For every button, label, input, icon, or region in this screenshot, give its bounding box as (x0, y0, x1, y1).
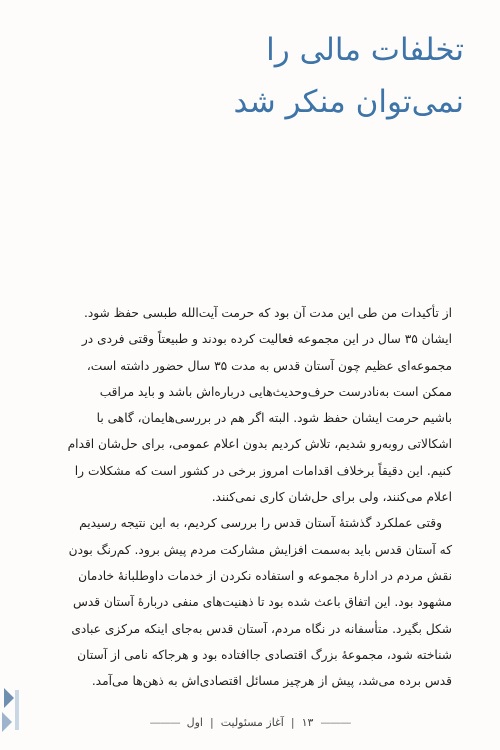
text-line: مشهود بود. این اتفاق باعث شده بود تا ذهنیت‌های منفی دربارهٔ آستان قدس (72, 595, 452, 610)
text-line: ایشان ۳۵ سال در این مجموعه فعالیت کرده بودند و طبیعتاً وقتی فردی در (81, 332, 452, 347)
footer-dash: ——— (320, 715, 351, 729)
chapter-name: آغاز مسئولیت (220, 715, 284, 729)
text-line: که آستان قدس باید به‌سمت افزایش مشارکت مردم پیش برود. کم‌رنگ بودن (68, 542, 452, 557)
publisher-logo-icon (0, 670, 22, 740)
part-name: اول (186, 715, 203, 729)
text-line: مجموعه‌ای عظیم چون آستان قدس به مدت ۳۵ سال حضور داشته است، (86, 358, 452, 373)
text-line: ممکن است به‌نادرست حرف‌وحدیث‌هایی درباره‌اش باشد و باید مراقب (99, 384, 452, 399)
footer-separator: | (209, 715, 214, 729)
text-line-content: وقتی عملکرد گذشتهٔ آستان قدس را بررسی کردیم، به این نتیجه رسیدیم (79, 516, 442, 531)
text-line: شکل بگیرد. متأسفانه در نگاه مردم، آستان قدس به‌جای اینکه مرکزی عبادی (71, 621, 452, 636)
text-line: اشکالاتی روبه‌رو شدیم، تلاش کردیم بدون اعلام عمومی، برای حل‌شان اقدام (67, 437, 452, 452)
footer-separator: | (290, 715, 295, 729)
footer-dash: ——— (149, 715, 180, 729)
paragraph-2 (42, 510, 452, 694)
text-line: کنیم. این دقیقاً برخلاف اقدامات امروز برخی در کشور است که مشکلات را (74, 463, 452, 478)
page-number: ۱۳ (301, 715, 314, 729)
title-line-2: نمی‌توان منکر شد (233, 84, 464, 120)
title-line-1: تخلفات مالی را (266, 32, 464, 68)
paragraph-1 (42, 300, 452, 510)
text-line: از تأکیدات من طی این مدت آن بود که حرمت آیت‌الله طبسی حفظ شود. (83, 306, 452, 320)
page-footer (0, 710, 500, 734)
text-line (42, 510, 452, 536)
text-line: نقش مردم در ادارهٔ مجموعه و استفاده نکردن از خدمات داوطلبانهٔ خادمان (78, 568, 452, 583)
body-text (42, 300, 452, 694)
text-line: قدس برده می‌شد، پیش از هرچیز مسائل اقتصادی‌اش به ذهن‌ها می‌آمد. (91, 674, 452, 689)
text-line: باشیم حرمت ایشان حفظ شود. البته اگر هم در بررسی‌هایمان، گاهی با (96, 411, 452, 426)
text-line: شناخته شود، مجموعهٔ بزرگ اقتصادی جاافتاده بود و هرجاکه نامی از آستان (77, 647, 452, 662)
chapter-title (24, 24, 464, 128)
text-line: اعلام می‌کنند، ولی برای حل‌شان کاری نمی‌کنند. (211, 490, 452, 505)
